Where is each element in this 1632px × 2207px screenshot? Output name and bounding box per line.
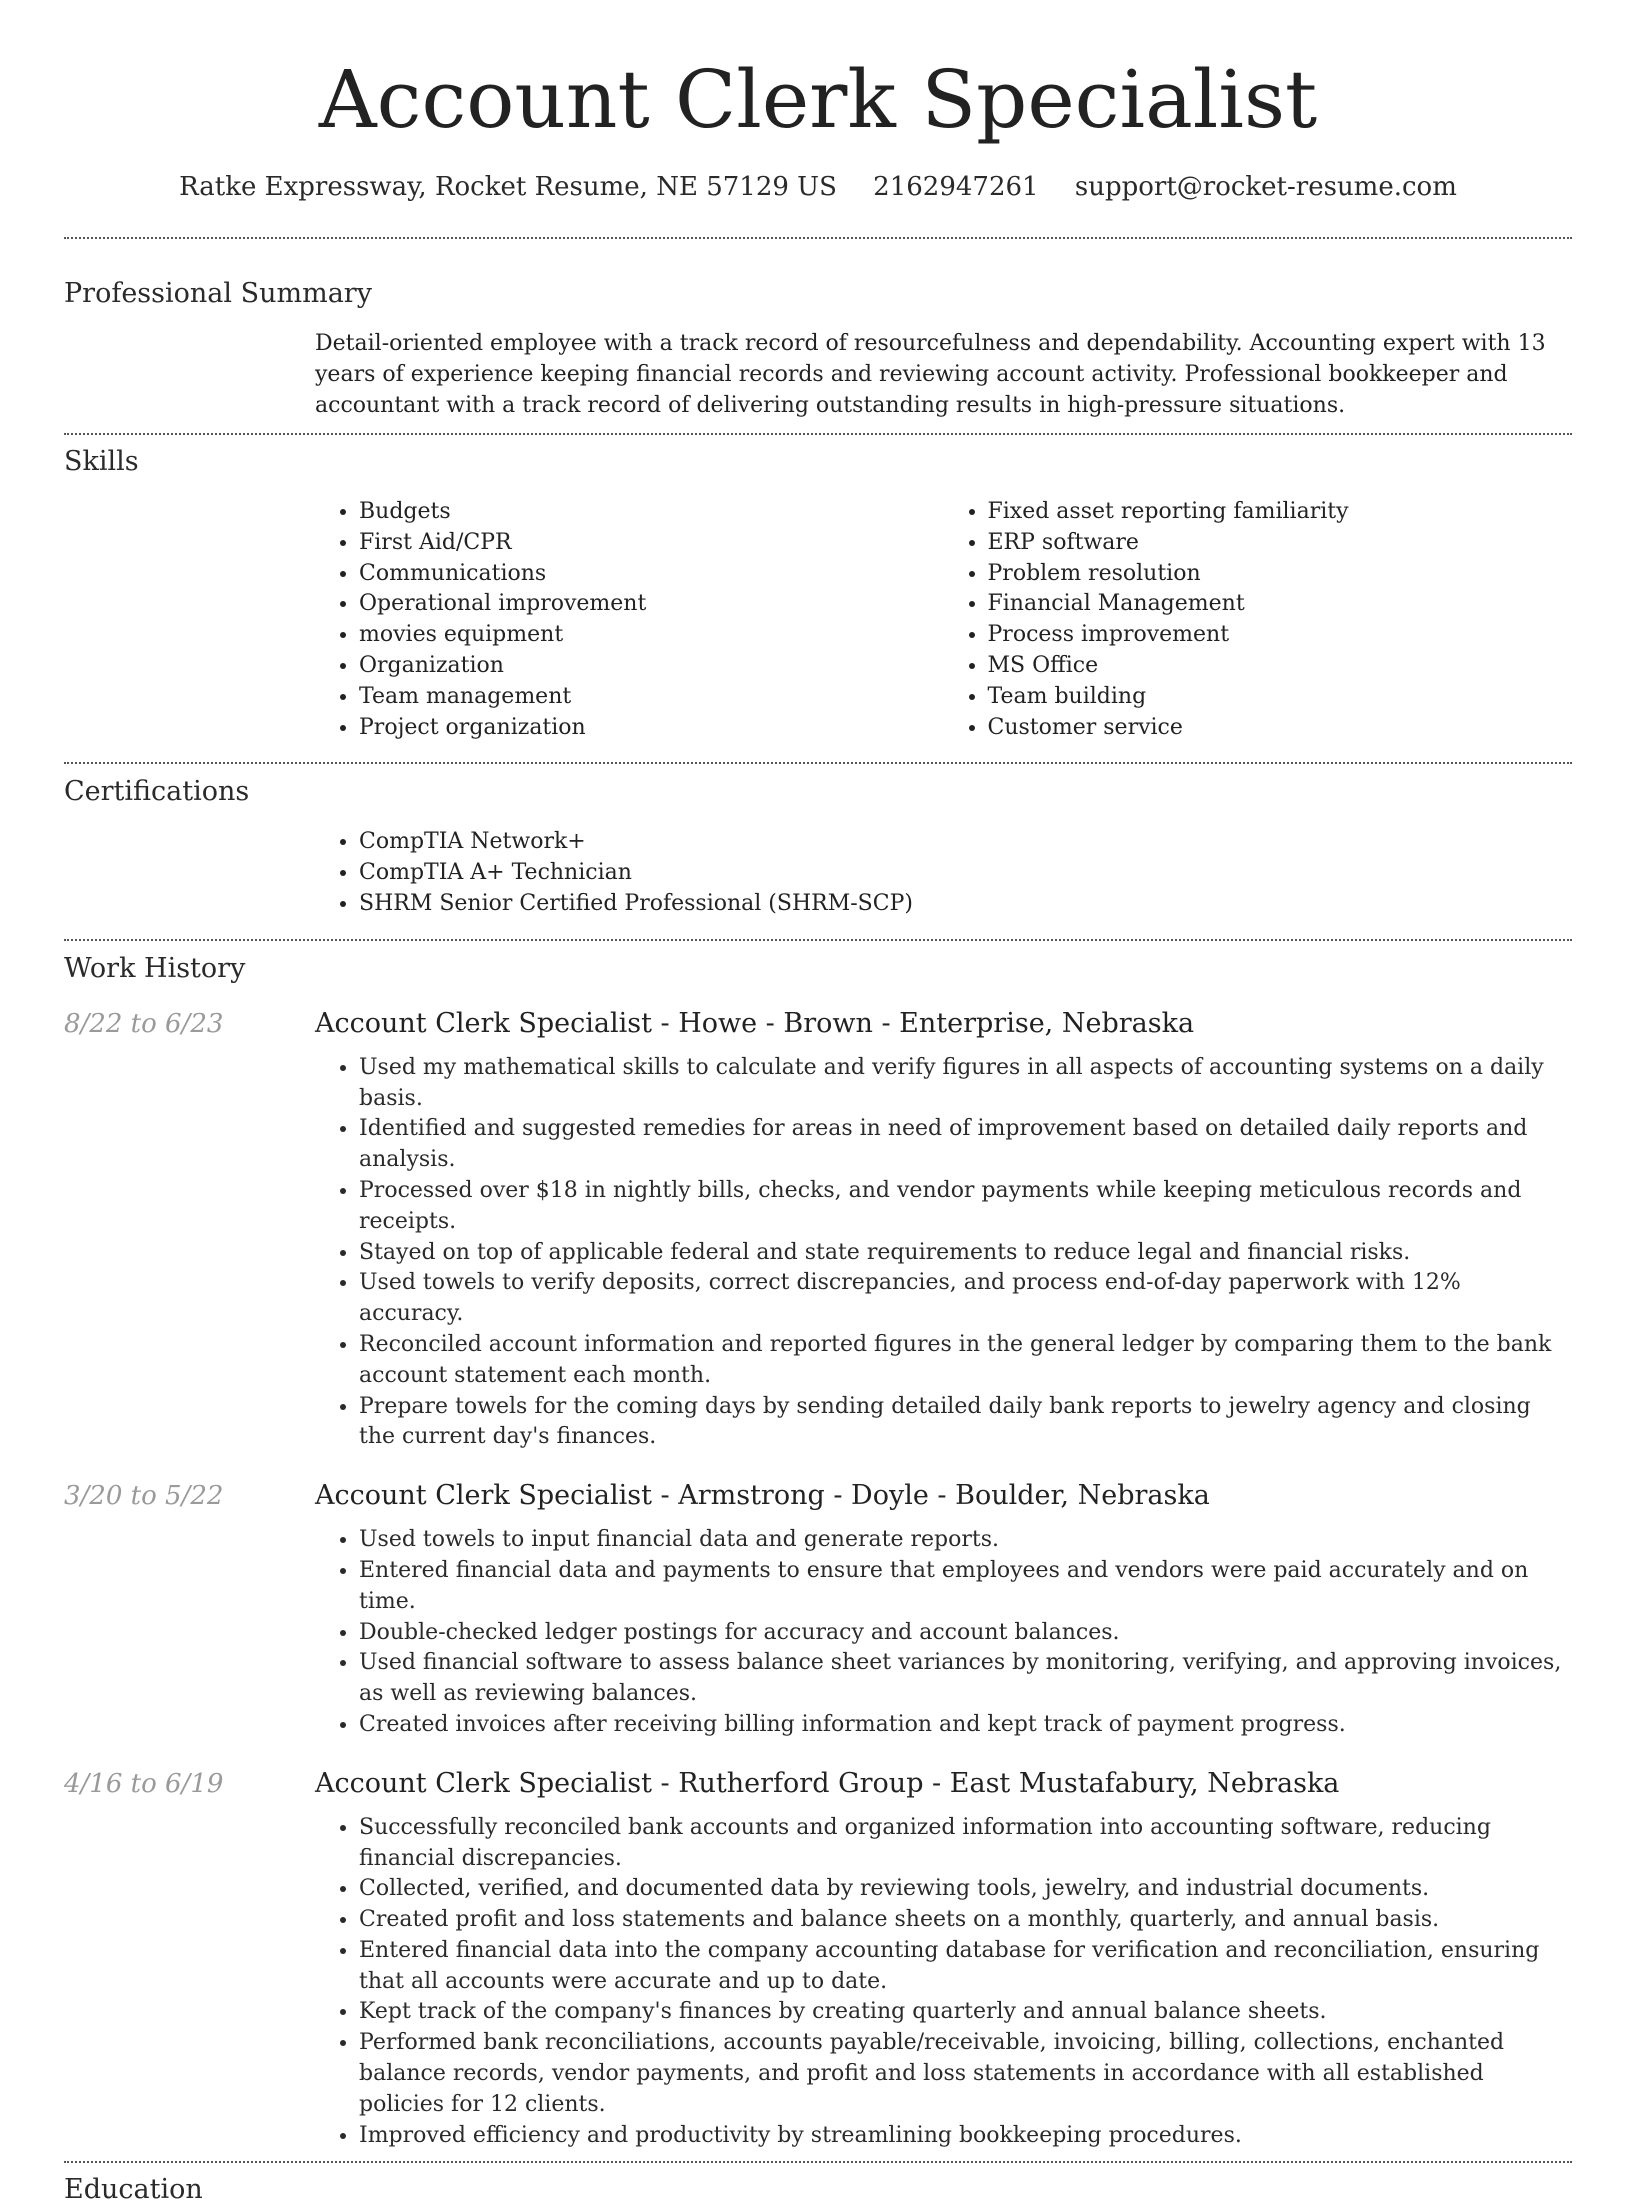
list-item: • Process improvement: [988, 620, 1573, 651]
job-bullets: [315, 1525, 1572, 1741]
job-entry: [64, 1479, 1572, 1741]
resume-page: [64, 0, 1572, 2207]
list-item: • Collected, verified, and documented data by reviewing tools, jewelry, and industrial documents.: [359, 1874, 1572, 1905]
list-item: • CompTIA Network+: [359, 827, 1572, 858]
list-item: • ERP software: [988, 528, 1573, 559]
list-item: • Team management: [359, 682, 944, 713]
contact-email: support@rocket-resume.com: [1074, 172, 1457, 202]
summary-text: Detail-oriented employee with a track record of resourcefulness and dependability. Accounting expert with 13 years of experience keeping financial records and reviewing account activity. Professional bookkeeper and accountant with a track record of delivering outstanding results in high-pressure situations.: [315, 331, 1546, 418]
certifications-list: [315, 827, 1572, 919]
list-item: • Prepare towels for the coming days by sending detailed daily bank reports to jewelry agency and closing the current day's finances.: [359, 1392, 1572, 1454]
job-title: Account Clerk Specialist - Howe - Brown - Enterprise, Nebraska: [315, 1007, 1195, 1039]
job-title: Account Clerk Specialist - Armstrong - Doyle - Boulder, Nebraska: [315, 1480, 1210, 1512]
section-divider: [64, 762, 1572, 764]
job-bullets: [315, 1813, 1572, 2152]
list-item: • Processed over $18 in nightly bills, checks, and vendor payments while keeping meticulous records and receipts.: [359, 1176, 1572, 1238]
list-item: • Successfully reconciled bank accounts and organized information into accounting software, reducing financial discrepancies.: [359, 1813, 1572, 1875]
list-item: • Created invoices after receiving billing information and kept track of payment progress.: [359, 1710, 1572, 1741]
list-item: • Budgets: [359, 497, 944, 528]
list-item: • Used my mathematical skills to calculate and verify figures in all aspects of accounting systems on a daily basis.: [359, 1053, 1572, 1115]
job-entry: [64, 1007, 1572, 1453]
list-item: • Kept track of the company's finances by creating quarterly and annual balance sheets.: [359, 1997, 1572, 2028]
education-heading: Education: [64, 2174, 203, 2206]
skills-list-right: [944, 497, 1573, 743]
job-title: Account Clerk Specialist - Rutherford Group - East Mustafabury, Nebraska: [315, 1767, 1340, 1799]
list-item: • Used towels to input financial data and generate reports.: [359, 1525, 1572, 1556]
section-divider: [64, 939, 1572, 941]
list-item: • Team building: [988, 682, 1573, 713]
contact-line: [64, 170, 1572, 204]
list-item: • Identified and suggested remedies for areas in need of improvement based on detailed daily reports and analysis.: [359, 1114, 1572, 1176]
list-item: • Reconciled account information and reported figures in the general ledger by comparing them to the bank account statement each month.: [359, 1330, 1572, 1392]
section-divider: [64, 433, 1572, 435]
skills-heading: Skills: [64, 446, 139, 477]
job-dates: 4/16 to 6/19: [64, 1768, 224, 1799]
list-item: • Project organization: [359, 713, 944, 744]
section-divider: [64, 237, 1572, 239]
list-item: • First Aid/CPR: [359, 528, 944, 559]
job-bullets: [315, 1053, 1572, 1453]
list-item: • Customer service: [988, 713, 1573, 744]
job-dates: 8/22 to 6/23: [64, 1008, 224, 1039]
summary-block: [315, 328, 1572, 421]
list-item: • Performed bank reconciliations, accounts payable/receivable, invoicing, billing, collections, enchanted balance records, vendor payments, and profit and loss statements in accordance with all established policies for 12 clients.: [359, 2028, 1572, 2120]
list-item: • CompTIA A+ Technician: [359, 858, 1572, 889]
list-item: • MS Office: [988, 651, 1573, 682]
list-item: • Financial Management: [988, 589, 1573, 620]
list-item: • Fixed asset reporting familiarity: [988, 497, 1573, 528]
contact-address: Ratke Expressway, Rocket Resume, NE 57129 US: [179, 172, 837, 202]
list-item: • SHRM Senior Certified Professional (SHRM-SCP): [359, 889, 1572, 920]
candidate-name: Account Clerk Specialist: [318, 53, 1318, 146]
job-entry: [64, 1767, 1572, 2152]
summary-heading: Professional Summary: [64, 278, 372, 309]
list-item: • Created profit and loss statements and balance sheets on a monthly, quarterly, and annual basis.: [359, 1905, 1572, 1936]
certifications-block: [315, 827, 1572, 919]
certifications-heading: Certifications: [64, 776, 250, 808]
list-item: • Improved efficiency and productivity by streamlining bookkeeping procedures.: [359, 2121, 1572, 2152]
list-item: • movies equipment: [359, 620, 944, 651]
contact-phone: 2162947261: [873, 172, 1039, 202]
work-history-heading: Work History: [64, 952, 246, 984]
list-item: • Problem resolution: [988, 559, 1573, 590]
job-dates: 3/20 to 5/22: [64, 1481, 224, 1512]
list-item: • Entered financial data into the company accounting database for verification and reconciliation, ensuring that all accounts were accurate and up to date.: [359, 1936, 1572, 1998]
list-item: • Entered financial data and payments to ensure that employees and vendors were paid accurately and on time.: [359, 1556, 1572, 1618]
skills-grid: [315, 497, 1572, 743]
skills-list-left: [315, 497, 944, 743]
list-item: • Double-checked ledger postings for accuracy and account balances.: [359, 1618, 1572, 1649]
section-divider: [64, 2161, 1572, 2163]
list-item: • Operational improvement: [359, 589, 944, 620]
list-item: • Communications: [359, 559, 944, 590]
list-item: • Stayed on top of applicable federal and state requirements to reduce legal and financial risks.: [359, 1238, 1572, 1269]
list-item: • Used towels to verify deposits, correct discrepancies, and process end-of-day paperwork with 12% accuracy.: [359, 1268, 1572, 1330]
list-item: • Organization: [359, 651, 944, 682]
list-item: • Used financial software to assess balance sheet variances by monitoring, verifying, and approving invoices, as well as reviewing balances.: [359, 1648, 1572, 1710]
